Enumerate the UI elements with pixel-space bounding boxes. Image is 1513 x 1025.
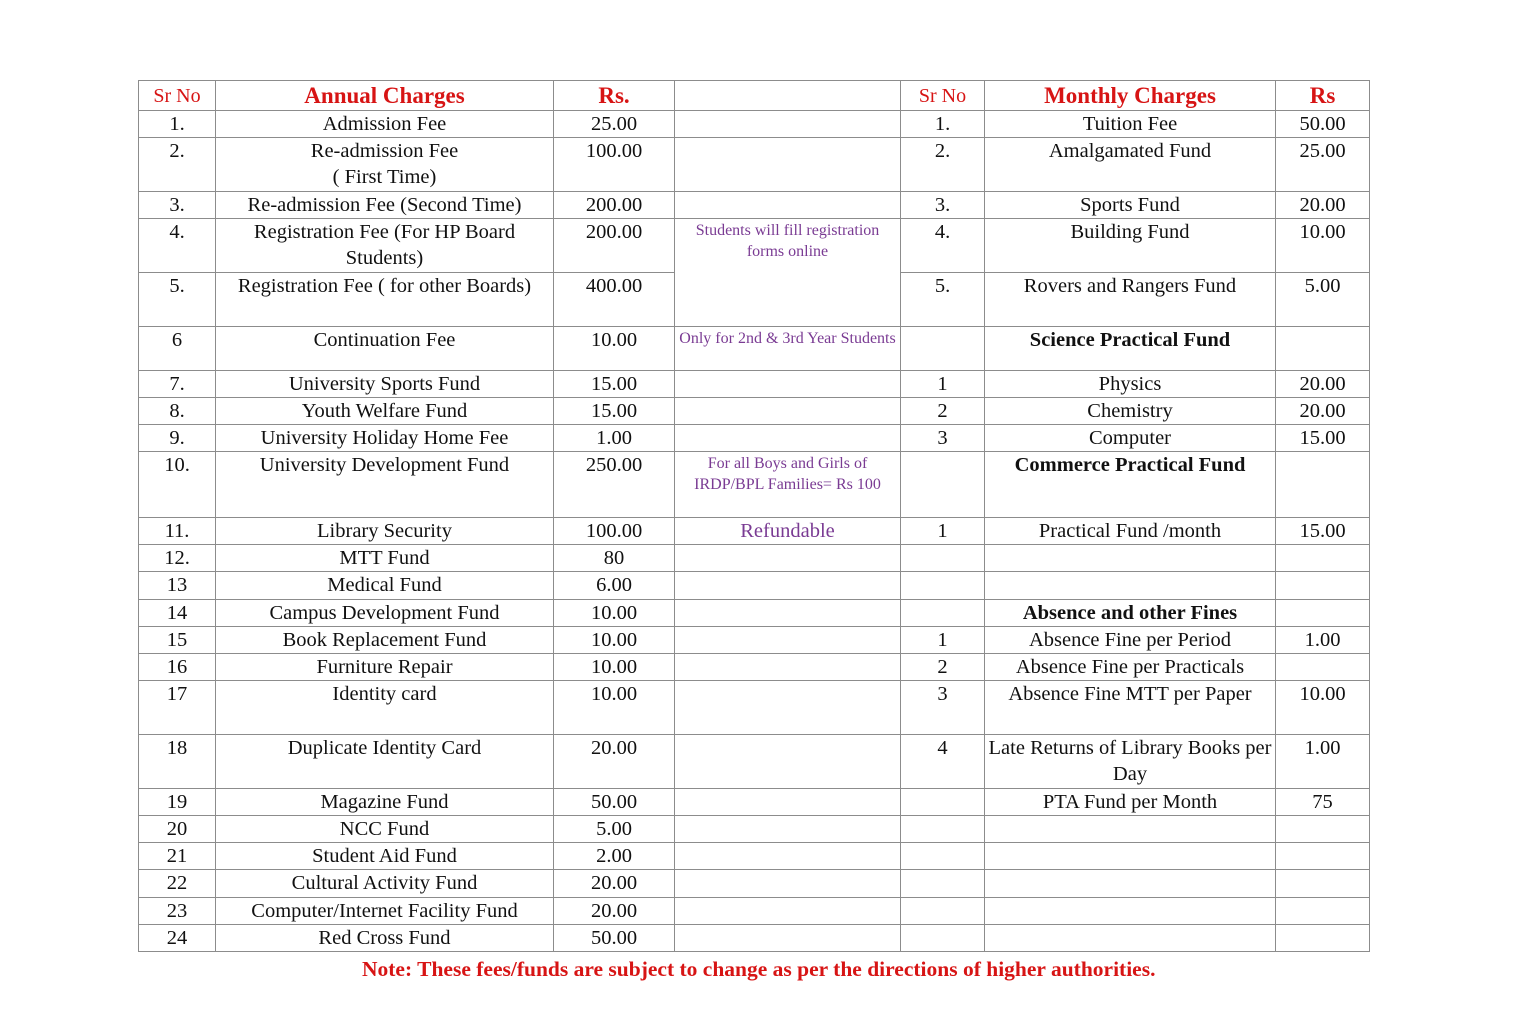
annual-sr-cell: 6	[139, 327, 216, 371]
remarks-cell	[675, 572, 901, 600]
monthly-amount-cell: 5.00	[1276, 273, 1370, 327]
annual-charge-name: Furniture Repair	[216, 654, 554, 681]
monthly-amount-cell	[1276, 654, 1370, 681]
annual-sr-cell: 12.	[139, 545, 216, 572]
annual-amount-cell: 200.00	[554, 192, 675, 219]
remarks-cell	[675, 816, 901, 843]
table-row	[139, 654, 1370, 681]
annual-charge-name: University Holiday Home Fee	[216, 425, 554, 452]
monthly-charge-name	[985, 843, 1276, 870]
monthly-sr-cell: 4.	[901, 219, 985, 273]
annual-sr-cell: 8.	[139, 398, 216, 425]
remarks-cell	[675, 545, 901, 572]
monthly-charge-name	[985, 925, 1276, 952]
monthly-charge-name: Absence Fine per Practicals	[985, 654, 1276, 681]
table-row	[139, 327, 1370, 371]
annual-charge-name: Magazine Fund	[216, 789, 554, 816]
annual-amount-cell: 10.00	[554, 654, 675, 681]
monthly-sr-cell	[901, 925, 985, 952]
annual-amount-cell: 25.00	[554, 111, 675, 138]
annual-sr-cell: 24	[139, 925, 216, 952]
monthly-amount-cell: 15.00	[1276, 425, 1370, 452]
annual-sr-cell: 9.	[139, 425, 216, 452]
monthly-sr-cell: 2.	[901, 138, 985, 192]
remarks-cell	[675, 600, 901, 627]
remarks-cell	[675, 371, 901, 398]
monthly-amount-cell: 20.00	[1276, 371, 1370, 398]
annual-sr-cell: 2.	[139, 138, 216, 192]
table-row	[139, 138, 1370, 192]
annual-amount-cell: 50.00	[554, 789, 675, 816]
monthly-charge-name: Late Returns of Library Books per Day	[985, 735, 1276, 789]
annual-charge-name: NCC Fund	[216, 816, 554, 843]
annual-sr-cell: 15	[139, 627, 216, 654]
annual-amount-cell: 15.00	[554, 371, 675, 398]
monthly-charge-name: Building Fund	[985, 219, 1276, 273]
annual-charge-name: Re-admission Fee ( First Time)	[216, 138, 554, 192]
remarks-cell	[675, 654, 901, 681]
monthly-amount-cell: 15.00	[1276, 518, 1370, 545]
annual-sr-cell: 11.	[139, 518, 216, 545]
annual-sr-cell: 16	[139, 654, 216, 681]
annual-amount-cell: 2.00	[554, 843, 675, 870]
annual-charge-name: Library Security	[216, 518, 554, 545]
monthly-sr-cell: 1	[901, 627, 985, 654]
monthly-sr-cell: 3	[901, 681, 985, 735]
monthly-sr-cell	[901, 600, 985, 627]
monthly-amount-cell: 10.00	[1276, 219, 1370, 273]
annual-amount-cell: 6.00	[554, 572, 675, 600]
monthly-sr-cell: 2	[901, 398, 985, 425]
annual-charge-name: Student Aid Fund	[216, 843, 554, 870]
monthly-charge-name: Science Practical Fund	[985, 327, 1276, 371]
remarks-cell	[675, 681, 901, 735]
table-row	[139, 371, 1370, 398]
remarks-cell	[675, 138, 901, 192]
monthly-amount-cell	[1276, 898, 1370, 925]
monthly-charge-name: Absence Fine MTT per Paper	[985, 681, 1276, 735]
annual-sr-cell: 18	[139, 735, 216, 789]
header-row	[139, 81, 1370, 111]
remarks-cell	[675, 111, 901, 138]
remarks-cell	[675, 789, 901, 816]
monthly-charge-name: Sports Fund	[985, 192, 1276, 219]
annual-sr-cell: 7.	[139, 371, 216, 398]
remarks-cell	[675, 925, 901, 952]
table-row	[139, 898, 1370, 925]
monthly-amount-cell: 25.00	[1276, 138, 1370, 192]
annual-charge-name: Registration Fee (For HP Board Students)	[216, 219, 554, 273]
monthly-amount-cell	[1276, 327, 1370, 371]
monthly-sr-cell	[901, 843, 985, 870]
remarks-cell	[675, 898, 901, 925]
table-row	[139, 398, 1370, 425]
annual-amount-cell: 10.00	[554, 627, 675, 654]
annual-amount-cell: 1.00	[554, 425, 675, 452]
monthly-charge-name: Amalgamated Fund	[985, 138, 1276, 192]
monthly-sr-cell	[901, 870, 985, 898]
table-row	[139, 425, 1370, 452]
table-row	[139, 735, 1370, 789]
remarks-cell	[675, 870, 901, 898]
monthly-charge-name: Rovers and Rangers Fund	[985, 273, 1276, 327]
table-row	[139, 545, 1370, 572]
annual-sr-cell: 1.	[139, 111, 216, 138]
monthly-amount-cell	[1276, 870, 1370, 898]
monthly-sr-cell: 1.	[901, 111, 985, 138]
annual-sr-cell: 19	[139, 789, 216, 816]
monthly-sr-cell: 1	[901, 371, 985, 398]
annual-amount-cell: 250.00	[554, 452, 675, 518]
remarks-cell: Only for 2nd & 3rd Year Students	[675, 327, 901, 371]
table-row	[139, 843, 1370, 870]
monthly-sr-cell: 3	[901, 425, 985, 452]
table-row	[139, 816, 1370, 843]
monthly-charges-header: Monthly Charges	[985, 81, 1276, 111]
table-row	[139, 452, 1370, 518]
table-row	[139, 925, 1370, 952]
annual-amount-cell: 20.00	[554, 735, 675, 789]
monthly-charge-name	[985, 545, 1276, 572]
annual-amount-cell: 20.00	[554, 898, 675, 925]
monthly-sr-header: Sr No	[901, 81, 985, 111]
monthly-charge-name: Absence Fine per Period	[985, 627, 1276, 654]
annual-rs-header: Rs.	[554, 81, 675, 111]
annual-sr-cell: 13	[139, 572, 216, 600]
annual-amount-cell: 5.00	[554, 816, 675, 843]
annual-sr-cell: 20	[139, 816, 216, 843]
monthly-amount-cell	[1276, 572, 1370, 600]
table-row	[139, 600, 1370, 627]
annual-charge-name: Red Cross Fund	[216, 925, 554, 952]
monthly-amount-cell	[1276, 843, 1370, 870]
table-row	[139, 870, 1370, 898]
monthly-charge-name	[985, 816, 1276, 843]
monthly-sr-cell	[901, 545, 985, 572]
annual-sr-cell: 23	[139, 898, 216, 925]
annual-amount-cell: 10.00	[554, 681, 675, 735]
table-row	[139, 572, 1370, 600]
monthly-charge-name: Chemistry	[985, 398, 1276, 425]
annual-amount-cell: 20.00	[554, 870, 675, 898]
annual-charge-name: University Sports Fund	[216, 371, 554, 398]
annual-amount-cell: 15.00	[554, 398, 675, 425]
annual-amount-cell: 10.00	[554, 600, 675, 627]
table-row	[139, 681, 1370, 735]
monthly-amount-cell: 20.00	[1276, 192, 1370, 219]
annual-sr-cell: 10.	[139, 452, 216, 518]
monthly-sr-cell: 4	[901, 735, 985, 789]
monthly-amount-cell: 50.00	[1276, 111, 1370, 138]
monthly-amount-cell: 10.00	[1276, 681, 1370, 735]
annual-sr-cell: 14	[139, 600, 216, 627]
monthly-rs-header: Rs	[1276, 81, 1370, 111]
table-row	[139, 789, 1370, 816]
remarks-header	[675, 81, 901, 111]
remarks-cell	[675, 843, 901, 870]
remarks-cell	[675, 192, 901, 219]
monthly-sr-cell	[901, 898, 985, 925]
remarks-cell: Refundable	[675, 518, 901, 545]
table-row	[139, 518, 1370, 545]
monthly-amount-cell	[1276, 925, 1370, 952]
monthly-amount-cell: 1.00	[1276, 627, 1370, 654]
annual-amount-cell: 100.00	[554, 138, 675, 192]
monthly-amount-cell: 75	[1276, 789, 1370, 816]
annual-charge-name: Youth Welfare Fund	[216, 398, 554, 425]
monthly-sr-cell	[901, 789, 985, 816]
footer-note: Note: These fees/funds are subject to change as per the directions of higher authorities.	[362, 957, 1156, 981]
annual-charge-name: Campus Development Fund	[216, 600, 554, 627]
annual-charge-name: Duplicate Identity Card	[216, 735, 554, 789]
annual-charge-name: University Development Fund	[216, 452, 554, 518]
annual-amount-cell: 50.00	[554, 925, 675, 952]
annual-sr-cell: 22	[139, 870, 216, 898]
monthly-sr-cell	[901, 327, 985, 371]
annual-charge-name: Identity card	[216, 681, 554, 735]
monthly-sr-cell	[901, 816, 985, 843]
monthly-sr-cell	[901, 452, 985, 518]
monthly-amount-cell: 1.00	[1276, 735, 1370, 789]
annual-amount-cell: 200.00	[554, 219, 675, 273]
monthly-charge-name: PTA Fund per Month	[985, 789, 1276, 816]
monthly-charge-name: Computer	[985, 425, 1276, 452]
monthly-amount-cell: 20.00	[1276, 398, 1370, 425]
table-row	[139, 111, 1370, 138]
monthly-charge-name: Physics	[985, 371, 1276, 398]
annual-amount-cell: 100.00	[554, 518, 675, 545]
annual-charge-name: Computer/Internet Facility Fund	[216, 898, 554, 925]
annual-charge-name: MTT Fund	[216, 545, 554, 572]
annual-sr-cell: 17	[139, 681, 216, 735]
annual-charge-name: Medical Fund	[216, 572, 554, 600]
annual-sr-cell: 21	[139, 843, 216, 870]
remarks-cell: For all Boys and Girls of IRDP/BPL Families= Rs 100	[675, 452, 901, 518]
monthly-charge-name	[985, 572, 1276, 600]
monthly-charge-name	[985, 898, 1276, 925]
annual-charge-name: Admission Fee	[216, 111, 554, 138]
monthly-charge-name: Commerce Practical Fund	[985, 452, 1276, 518]
monthly-amount-cell	[1276, 816, 1370, 843]
monthly-sr-cell	[901, 572, 985, 600]
annual-charge-name: Continuation Fee	[216, 327, 554, 371]
annual-sr-cell: 5.	[139, 273, 216, 327]
annual-charge-name: Re-admission Fee (Second Time)	[216, 192, 554, 219]
remarks-cell	[675, 735, 901, 789]
monthly-amount-cell	[1276, 452, 1370, 518]
monthly-charge-name	[985, 870, 1276, 898]
table-row	[139, 192, 1370, 219]
monthly-sr-cell: 1	[901, 518, 985, 545]
annual-charges-header: Annual Charges	[216, 81, 554, 111]
monthly-charge-name: Practical Fund /month	[985, 518, 1276, 545]
monthly-amount-cell	[1276, 600, 1370, 627]
annual-amount-cell: 400.00	[554, 273, 675, 327]
annual-charge-name: Book Replacement Fund	[216, 627, 554, 654]
annual-sr-cell: 3.	[139, 192, 216, 219]
table-row	[139, 627, 1370, 654]
monthly-sr-cell: 5.	[901, 273, 985, 327]
annual-sr-header: Sr No	[139, 81, 216, 111]
table-row	[139, 219, 1370, 273]
remarks-cell	[675, 627, 901, 654]
monthly-charge-name: Tuition Fee	[985, 111, 1276, 138]
annual-charge-name: Registration Fee ( for other Boards)	[216, 273, 554, 327]
monthly-sr-cell: 3.	[901, 192, 985, 219]
remarks-cell	[675, 398, 901, 425]
annual-charge-name: Cultural Activity Fund	[216, 870, 554, 898]
monthly-sr-cell: 2	[901, 654, 985, 681]
fee-table	[138, 80, 1370, 952]
annual-sr-cell: 4.	[139, 219, 216, 273]
monthly-amount-cell	[1276, 545, 1370, 572]
monthly-charge-name: Absence and other Fines	[985, 600, 1276, 627]
remarks-cell: Students will fill registration forms online	[675, 219, 901, 327]
annual-amount-cell: 10.00	[554, 327, 675, 371]
annual-amount-cell: 80	[554, 545, 675, 572]
remarks-cell	[675, 425, 901, 452]
